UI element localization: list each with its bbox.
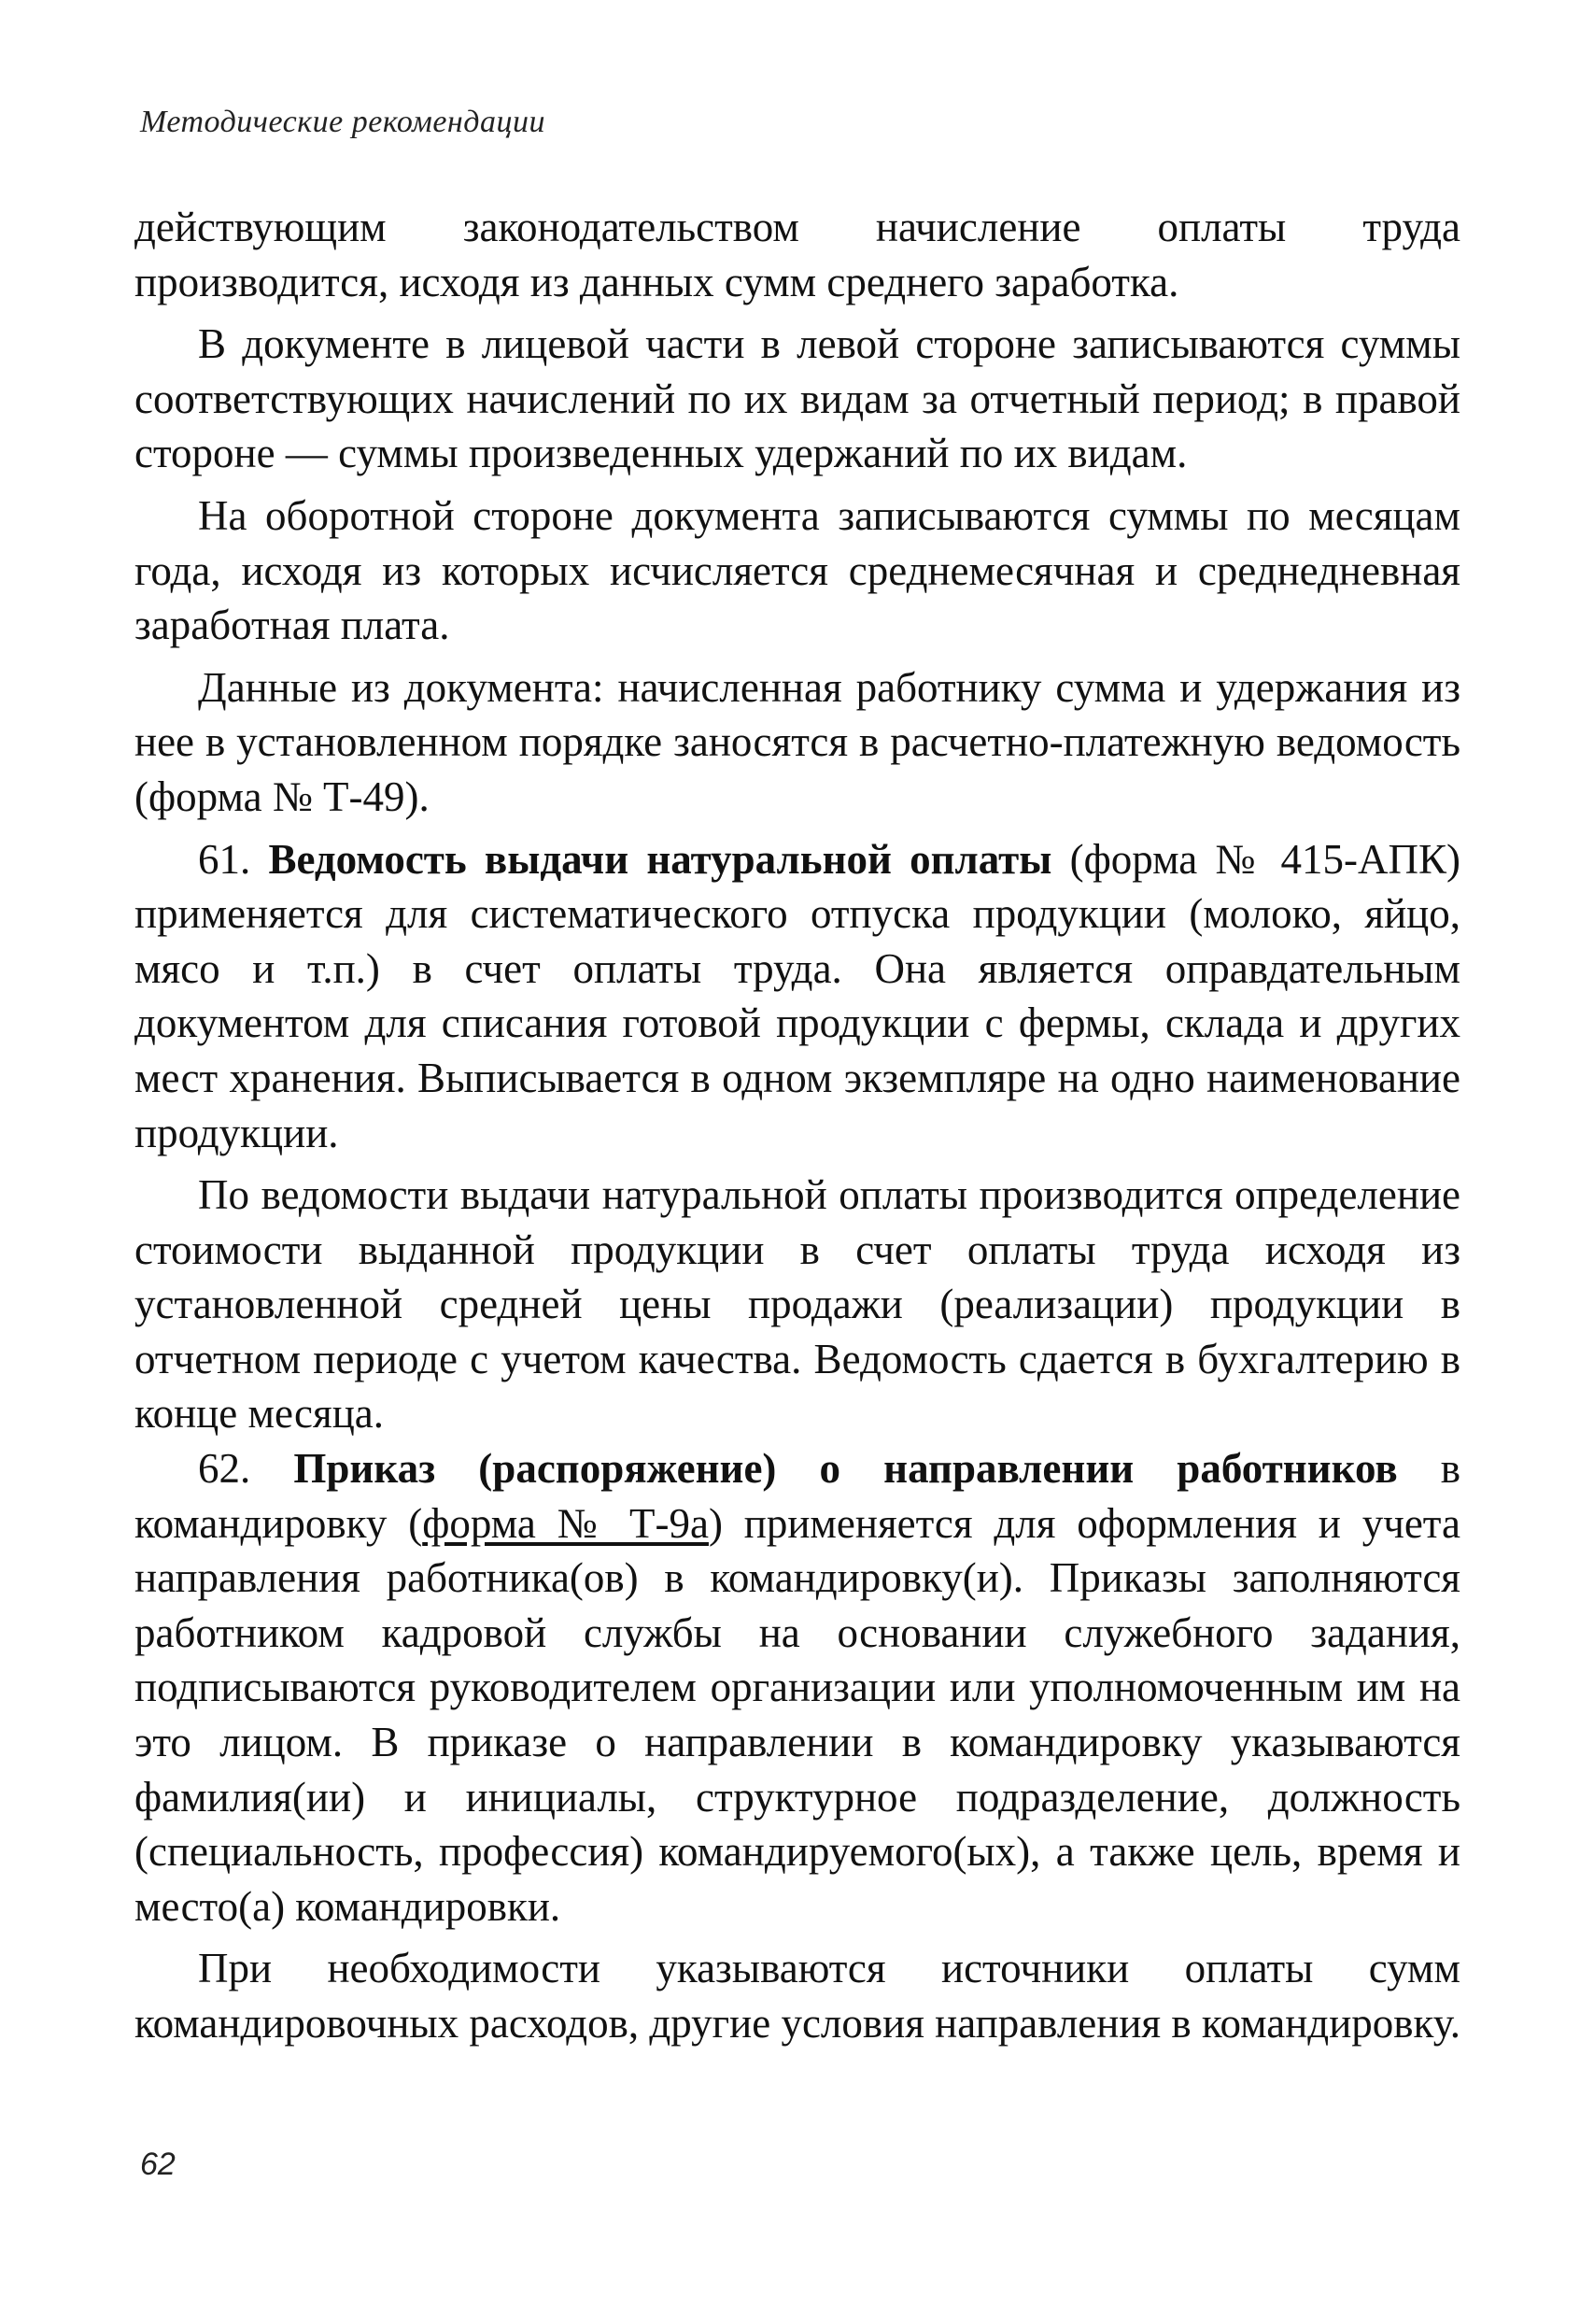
item-61-text: (форма № 415-АПК) применяется для систематического отпуска продукции (молоко, яйцо, мясо и т.п.) в счет оплаты труда. Она является оправдательным документом для списания готовой продукции с фермы, склада и других мест хранения. Выписывается в одном экземпляре на одно наименование продукции. — [134, 835, 1461, 1156]
paragraph-document-front: В документе в лицевой части в левой стороне записываются суммы соответствующих начислений по их видам за отчетный период; в правой стороне — суммы произведенных удержаний по их видам. — [134, 320, 1460, 477]
paragraph-continuation: действующим законодательством начисление оплаты труда производится, исходя из данных сумм среднего заработка. — [134, 204, 1460, 305]
item-62-title: Приказ (распоряжение) о направлении работников — [293, 1445, 1398, 1493]
paragraph-document-back: На оборотной стороне документа записываются суммы по месяцам года, исходя из которых исчисляется среднемесячная и среднедневная заработная плата. — [134, 491, 1460, 649]
paragraph-item-61 — [134, 832, 1460, 1161]
page-number: 62 — [140, 2147, 176, 2182]
item-61-title: Ведомость выдачи натуральной оплаты — [268, 835, 1052, 883]
running-head: Методические рекомендации — [140, 105, 545, 139]
item-number-61: 61. — [198, 835, 251, 883]
form-t9a-link[interactable]: форма № Т-9а — [422, 1499, 709, 1547]
paragraph-natural-payment: По ведомости выдачи натуральной оплаты производится определение стоимости выданной продукции в счет оплаты труда исходя из установленной средней цены продажи (реализации) продукции в отчетном периоде с учетом качества. Ведомость сдается в бухгалтерию в конце месяца. — [134, 1171, 1460, 1438]
paragraph-item-62 — [134, 1441, 1460, 1934]
body-text — [134, 200, 1460, 2051]
item-62-text-after-link: ) применяется для оформления и учета направления работника(ов) в командировку(и). Приказы заполняются работником кадровой службы на основании служебного задания, подписываются руководителем организации или уполномоченным им на это лицом. В приказе о направлении в командировку указываются фамилия(ии) и инициалы, структурное подразделение, должность (специальность, профессия) командируемого(ых), а также цель, время и место(а) командировки. — [134, 1499, 1460, 1930]
item-62-text-before-link: в командировку ( — [134, 1445, 1461, 1547]
paragraph-document-data: Данные из документа: начисленная работнику сумма и удержания из нее в установленном порядке заносятся в расчетно-платежную ведомость (форма № Т-49). — [134, 663, 1460, 820]
item-number-62: 62. — [198, 1445, 251, 1493]
paragraph-expense-sources: При необходимости указываются источники оплаты сумм командировочных расходов, другие условия направления в командировку. — [134, 1945, 1461, 2047]
